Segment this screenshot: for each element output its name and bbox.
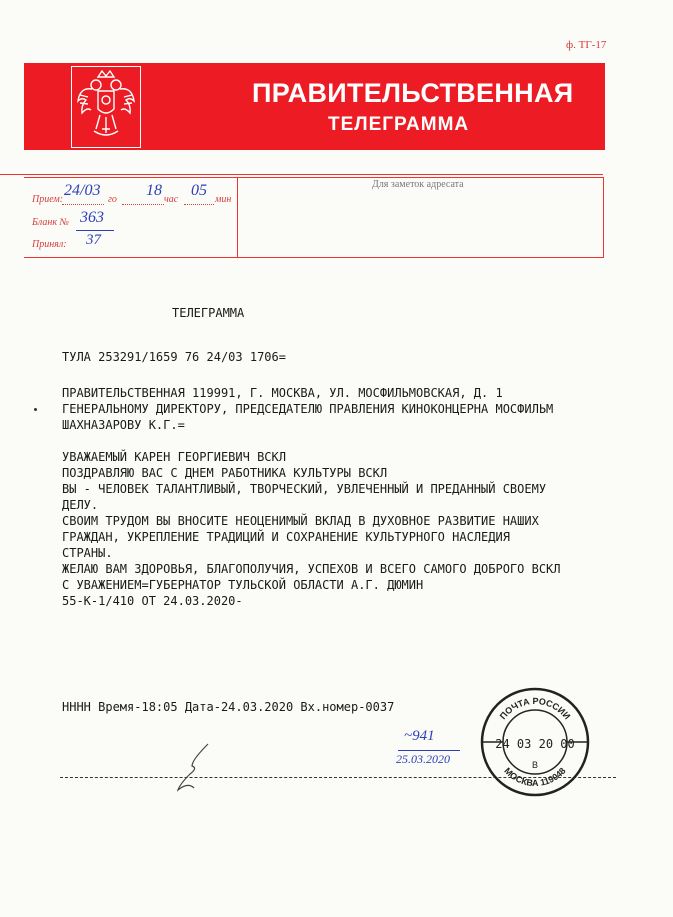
service-footer-line: НННН Время-18:05 Дата-24.03.2020 Вх.номер-0037 [62,700,395,714]
routing-line: ТУЛА 253291/1659 76 24/03 1706= [62,350,286,364]
body-line: СВОИМ ТРУДОМ ВЫ ВНОСИТЕ НЕОЦЕНИМЫЙ ВКЛАД В ДУХОВНОЕ РАЗВИТИЕ НАШИХ [62,514,539,528]
received-hour: 18 [146,182,162,199]
page-mark [34,408,37,411]
form-top-line [0,174,603,175]
body-line: С УВАЖЕНИЕМ=ГУБЕРНАТОР ТУЛЬСКОЙ ОБЛАСТИ А.Г. ДЮМИН [62,578,424,592]
banner-title: ПРАВИТЕЛЬСТВЕННАЯ [252,78,574,108]
form-code: ф. ТГ-17 [566,39,607,51]
address-line: ПРАВИТЕЛЬСТВЕННАЯ 119991, Г. МОСКВА, УЛ. МОСФИЛЬМОВСКАЯ, Д. 1 [62,386,503,400]
blank-label: Бланк № [32,217,69,228]
body-line: ЖЕЛАЮ ВАМ ЗДОРОВЬЯ, БЛАГОПОЛУЧИЯ, УСПЕХОВ И ВСЕГО САМОГО ДОБРОГО ВСКЛ [62,562,561,576]
body-line: ДЕЛУ. [62,498,99,512]
telegram-heading: ТЕЛЕГРАММА [172,306,245,320]
banner-subtitle: ТЕЛЕГРАММА [328,114,470,135]
body-line: ПОЗДРАВЛЯЮ ВАС С ДНЕМ РАБОТНИКА КУЛЬТУРЫ ВСКЛ [62,466,388,480]
svg-text:ПОЧТА РОССИИ [498,696,573,721]
stamp-bottom-text: МОСКВА 119048 [502,765,568,789]
accepted-label: Принял: [32,239,67,250]
postal-stamp [479,686,591,798]
received-minutes: 05 [191,182,207,199]
body-line: УВАЖАЕМЫЙ КАРЕН ГЕОРГИЕВИЧ ВСКЛ [62,450,286,464]
incoming-number: ~941 [404,728,435,744]
addressee-note: Для заметок адресата [372,179,464,190]
minutes-label: мин [215,194,232,205]
coat-of-arms-icon [71,66,141,148]
hour-label: час [164,194,179,205]
body-line: СТРАНЫ. [62,546,113,560]
signature [168,742,218,794]
body-line: ВЫ - ЧЕЛОВЕК ТАЛАНТЛИВЫЙ, ТВОРЧЕСКИЙ, УВЛЕЧЕННЫЙ И ПРЕДАННЫЙ СВОЕМУ [62,482,547,496]
received-date: 24/03 [64,182,101,199]
body-line: ГРАЖДАН, УКРЕПЛЕНИЕ ТРАДИЦИЙ И СОХРАНЕНИЕ КУЛЬТУРНОГО НАСЛЕДИЯ [62,530,510,544]
stamp-letter: В [531,760,539,770]
address-line: ГЕНЕРАЛЬНОМУ ДИРЕКТОРУ, ПРЕДСЕДАТЕЛЮ ПРАВЛЕНИЯ КИНОКОНЦЕРНА МОСФИЛЬМ [62,402,554,416]
accepted-value: 37 [86,232,101,248]
body-line: 55-К-1/410 ОТ 24.03.2020- [62,594,243,608]
received-label: Прием: [32,194,64,205]
address-line: ШАХНАЗАРОВУ К.Г.= [62,418,185,432]
stamp-date: 24 03 20 00 [495,737,575,751]
stamp-top-text: ПОЧТА РОССИИ [497,695,573,722]
blank-number: 363 [80,209,104,226]
incoming-date: 25.03.2020 [396,752,450,766]
year-label: го [108,194,117,205]
